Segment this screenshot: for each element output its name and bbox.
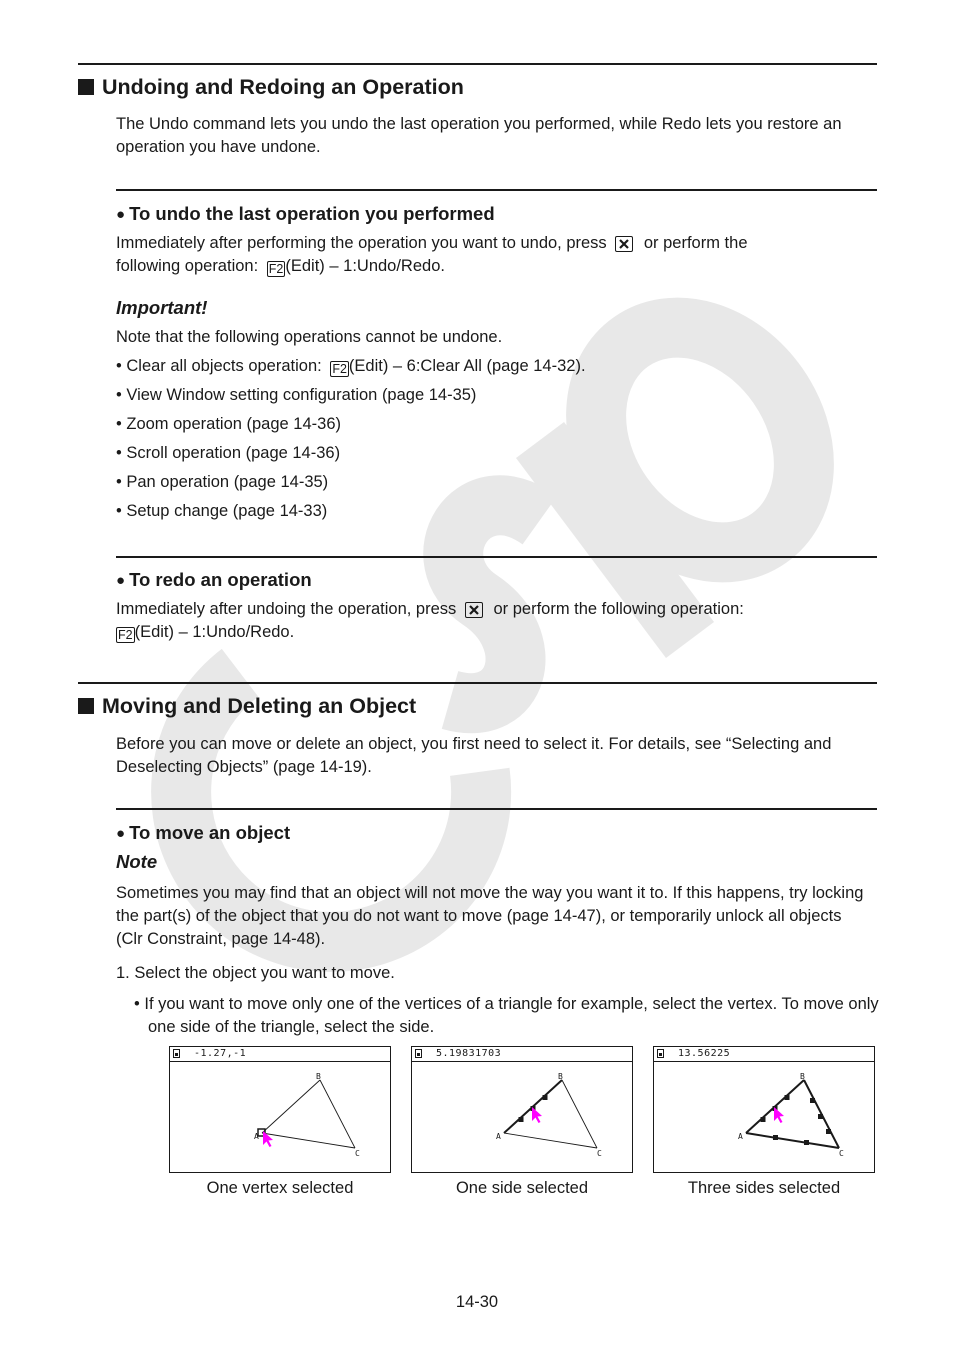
calculator-screen-side	[411, 1046, 633, 1173]
note-heading: Note	[116, 851, 158, 872]
important-bullet: • Pan operation (page 14-35)	[116, 473, 329, 491]
side-handle	[761, 1117, 766, 1122]
important-bullet: • Scroll operation (page 14-36)	[116, 444, 341, 462]
calculator-screen-three-sides	[653, 1046, 875, 1173]
important-heading: Important!	[116, 297, 208, 318]
triangle-side-ab	[262, 1080, 320, 1133]
section-intro: The Undo command lets you undo the last operation you performed, while Redo lets you restore an operation you have undone.	[116, 115, 842, 156]
side-handle	[804, 1140, 809, 1145]
side-handle	[785, 1095, 790, 1100]
important-bullet: • Setup change (page 14-33)	[116, 502, 328, 520]
triangle-side-ac-selected	[746, 1133, 839, 1148]
bullet-icon: ●	[116, 572, 126, 589]
vertex-label-b: B	[316, 1072, 321, 1081]
side-handle	[810, 1098, 815, 1103]
cursor-arrow-icon	[774, 1107, 784, 1123]
subsection-rule	[116, 189, 877, 191]
screen-readout: 5.19831703	[436, 1048, 502, 1059]
triangle-side-bc	[320, 1080, 355, 1148]
vertex-label-b: B	[558, 1072, 563, 1081]
vertex-label-a: A	[496, 1132, 501, 1141]
multiply-key-icon	[465, 602, 483, 618]
side-handle	[818, 1114, 823, 1119]
screen-caption: One side selected	[455, 1179, 589, 1197]
step-1: 1. Select the object you want to move.	[116, 964, 395, 982]
subsection-rule	[116, 808, 877, 810]
undo-instruction-line2: following operation: F2 (Edit) – 1:Undo/Redo.	[116, 257, 445, 276]
triangle-side-bc	[562, 1080, 597, 1148]
cursor-arrow-icon	[532, 1107, 542, 1123]
vertex-label-c: C	[839, 1149, 844, 1158]
subsection-heading: ● To undo the last operation you performed	[116, 203, 495, 224]
subsection-rule	[116, 556, 877, 558]
f2-key: F2	[118, 628, 133, 642]
vertex-label-c: C	[355, 1149, 360, 1158]
triangle-side-ac	[504, 1133, 597, 1148]
subsection-heading: ● To move an object	[116, 822, 291, 843]
f2-key: F2	[332, 362, 347, 376]
vertex-label-a: A	[738, 1132, 743, 1141]
screen-readout: -1.27,-1	[194, 1048, 247, 1059]
redo-instruction-line1: Immediately after undoing the operation, press or perform the following operation:	[116, 600, 744, 618]
important-bullet: • Zoom operation (page 14-36)	[116, 415, 341, 433]
bullet-icon: ●	[116, 825, 126, 842]
subsection-heading: ● To redo an operation	[116, 569, 312, 590]
note-text: Sometimes you may find that an object will not move the way you want it to. If this happens, try locking the part(s) of the object that you do not want to move (page 14-47), or temporarily unlock all objects (Clr Constraint, page 14-48).	[116, 884, 864, 948]
triangle-side-ac	[262, 1133, 355, 1148]
important-bullet: • View Window setting configuration (page 14-35)	[116, 386, 477, 404]
side-handle	[826, 1129, 831, 1134]
section-intro: Before you can move or delete an object, you first need to select it. For details, see “Selecting and Deselecting Objects” (page 14-19).	[116, 735, 832, 776]
section-title: Undoing and Redoing an Operation	[78, 75, 464, 100]
side-handle	[773, 1135, 778, 1140]
screen-caption: Three sides selected	[687, 1179, 841, 1197]
square-bullet-icon	[78, 79, 94, 95]
side-handle	[543, 1095, 548, 1100]
vertex-label-a: A	[254, 1132, 259, 1141]
screen-readout: 13.56225	[678, 1048, 731, 1059]
multiply-key-icon	[615, 236, 633, 252]
cursor-arrow-icon	[263, 1131, 273, 1147]
section-title: Moving and Deleting an Object	[78, 694, 416, 719]
vertex-label-b: B	[800, 1072, 805, 1081]
bullet-icon: ●	[116, 206, 126, 223]
important-bullet: • Clear all objects operation: F2 (Edit) – 6:Clear All (page 14-32).	[116, 357, 586, 376]
screen-caption: One vertex selected	[206, 1179, 354, 1197]
undo-instruction-line1: Immediately after performing the operation you want to undo, press or perform the	[116, 234, 748, 252]
section-rule	[78, 682, 877, 684]
vertex-label-c: C	[597, 1149, 602, 1158]
side-handle	[519, 1117, 524, 1122]
square-bullet-icon	[78, 698, 94, 714]
f2-key: F2	[268, 262, 284, 276]
step-1-bullet: • If you want to move only one of the vertices of a triangle for example, select the vertex. To move only one side of the triangle, select the side.	[134, 995, 879, 1036]
page-number: 14-30	[455, 1293, 499, 1311]
calculator-screen-vertex	[169, 1046, 391, 1173]
redo-instruction-line2: F2 (Edit) – 1:Undo/Redo.	[118, 623, 295, 642]
important-intro: Note that the following operations cannot be undone.	[116, 328, 503, 346]
section-rule	[78, 63, 877, 65]
